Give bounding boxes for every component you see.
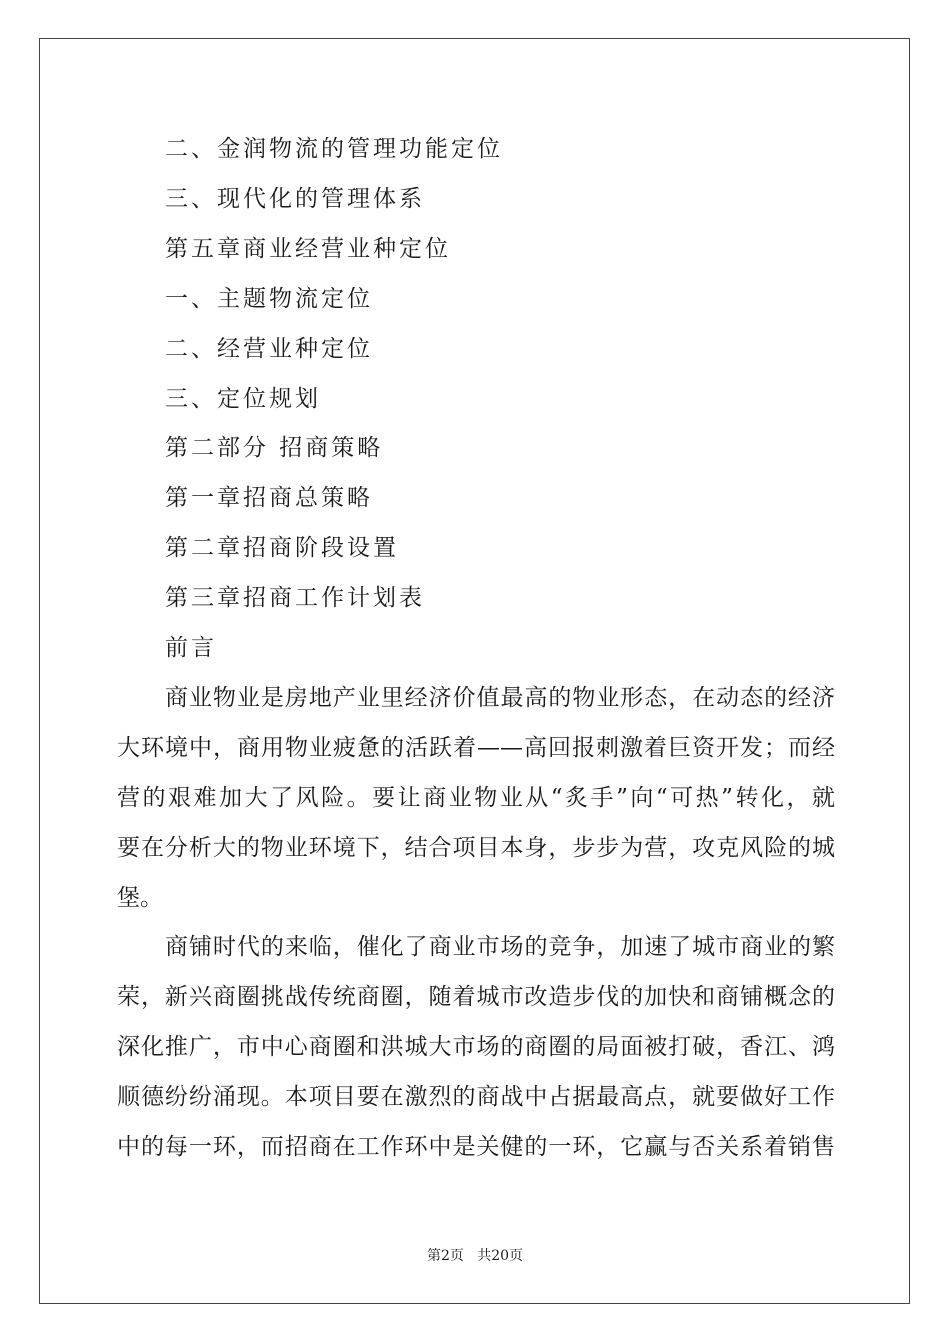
toc-item: 第三章招商工作计划表 — [165, 585, 425, 611]
toc-item: 三、现代化的管理体系 — [165, 186, 425, 212]
paragraph-line: 大环境中，商用物业疲惫的活跃着——高回报刺激着巨资开发；而经 — [117, 735, 835, 761]
paragraph-line: 营的艰难加大了风险。要让商业物业从“炙手”向“可热”转化，就 — [117, 785, 835, 811]
toc-item: 第二章招商阶段设置 — [165, 535, 399, 561]
paragraph-line: 商业物业是房地产业里经济价值最高的物业形态，在动态的经济 — [165, 685, 835, 711]
toc-item: 三、定位规划 — [165, 386, 321, 412]
toc-item: 第一章招商总策略 — [165, 485, 373, 511]
toc-item: 二、金润物流的管理功能定位 — [165, 136, 503, 162]
paragraph-line: 要在分析大的物业环境下，结合项目本身，步步为营，攻克风险的城 — [117, 835, 835, 861]
page-number-footer: 第2页 共20页 — [426, 1248, 524, 1264]
paragraph-line: 荣，新兴商圈挑战传统商圈，随着城市改造步伐的加快和商铺概念的 — [117, 984, 835, 1010]
toc-item: 一、主题物流定位 — [165, 286, 373, 312]
section-heading-preface: 前言 — [165, 635, 217, 661]
paragraph-line: 堡。 — [117, 885, 163, 911]
paragraph-line: 商铺时代的来临，催化了商业市场的竞争，加速了城市商业的繁 — [165, 934, 835, 960]
paragraph-line: 顺德纷纷涌现。本项目要在激烈的商战中占据最高点，就要做好工作 — [117, 1084, 835, 1110]
paragraph-line: 深化推广，市中心商圈和洪城大市场的商圈的局面被打破，香江、鸿 — [117, 1034, 835, 1060]
paragraph-line: 中的每一环，而招商在工作环中是关健的一环，它赢与否关系着销售 — [117, 1134, 835, 1160]
toc-item: 第五章商业经营业种定位 — [165, 236, 451, 262]
toc-item: 二、经营业种定位 — [165, 336, 373, 362]
toc-item: 第二部分 招商策略 — [165, 435, 384, 461]
